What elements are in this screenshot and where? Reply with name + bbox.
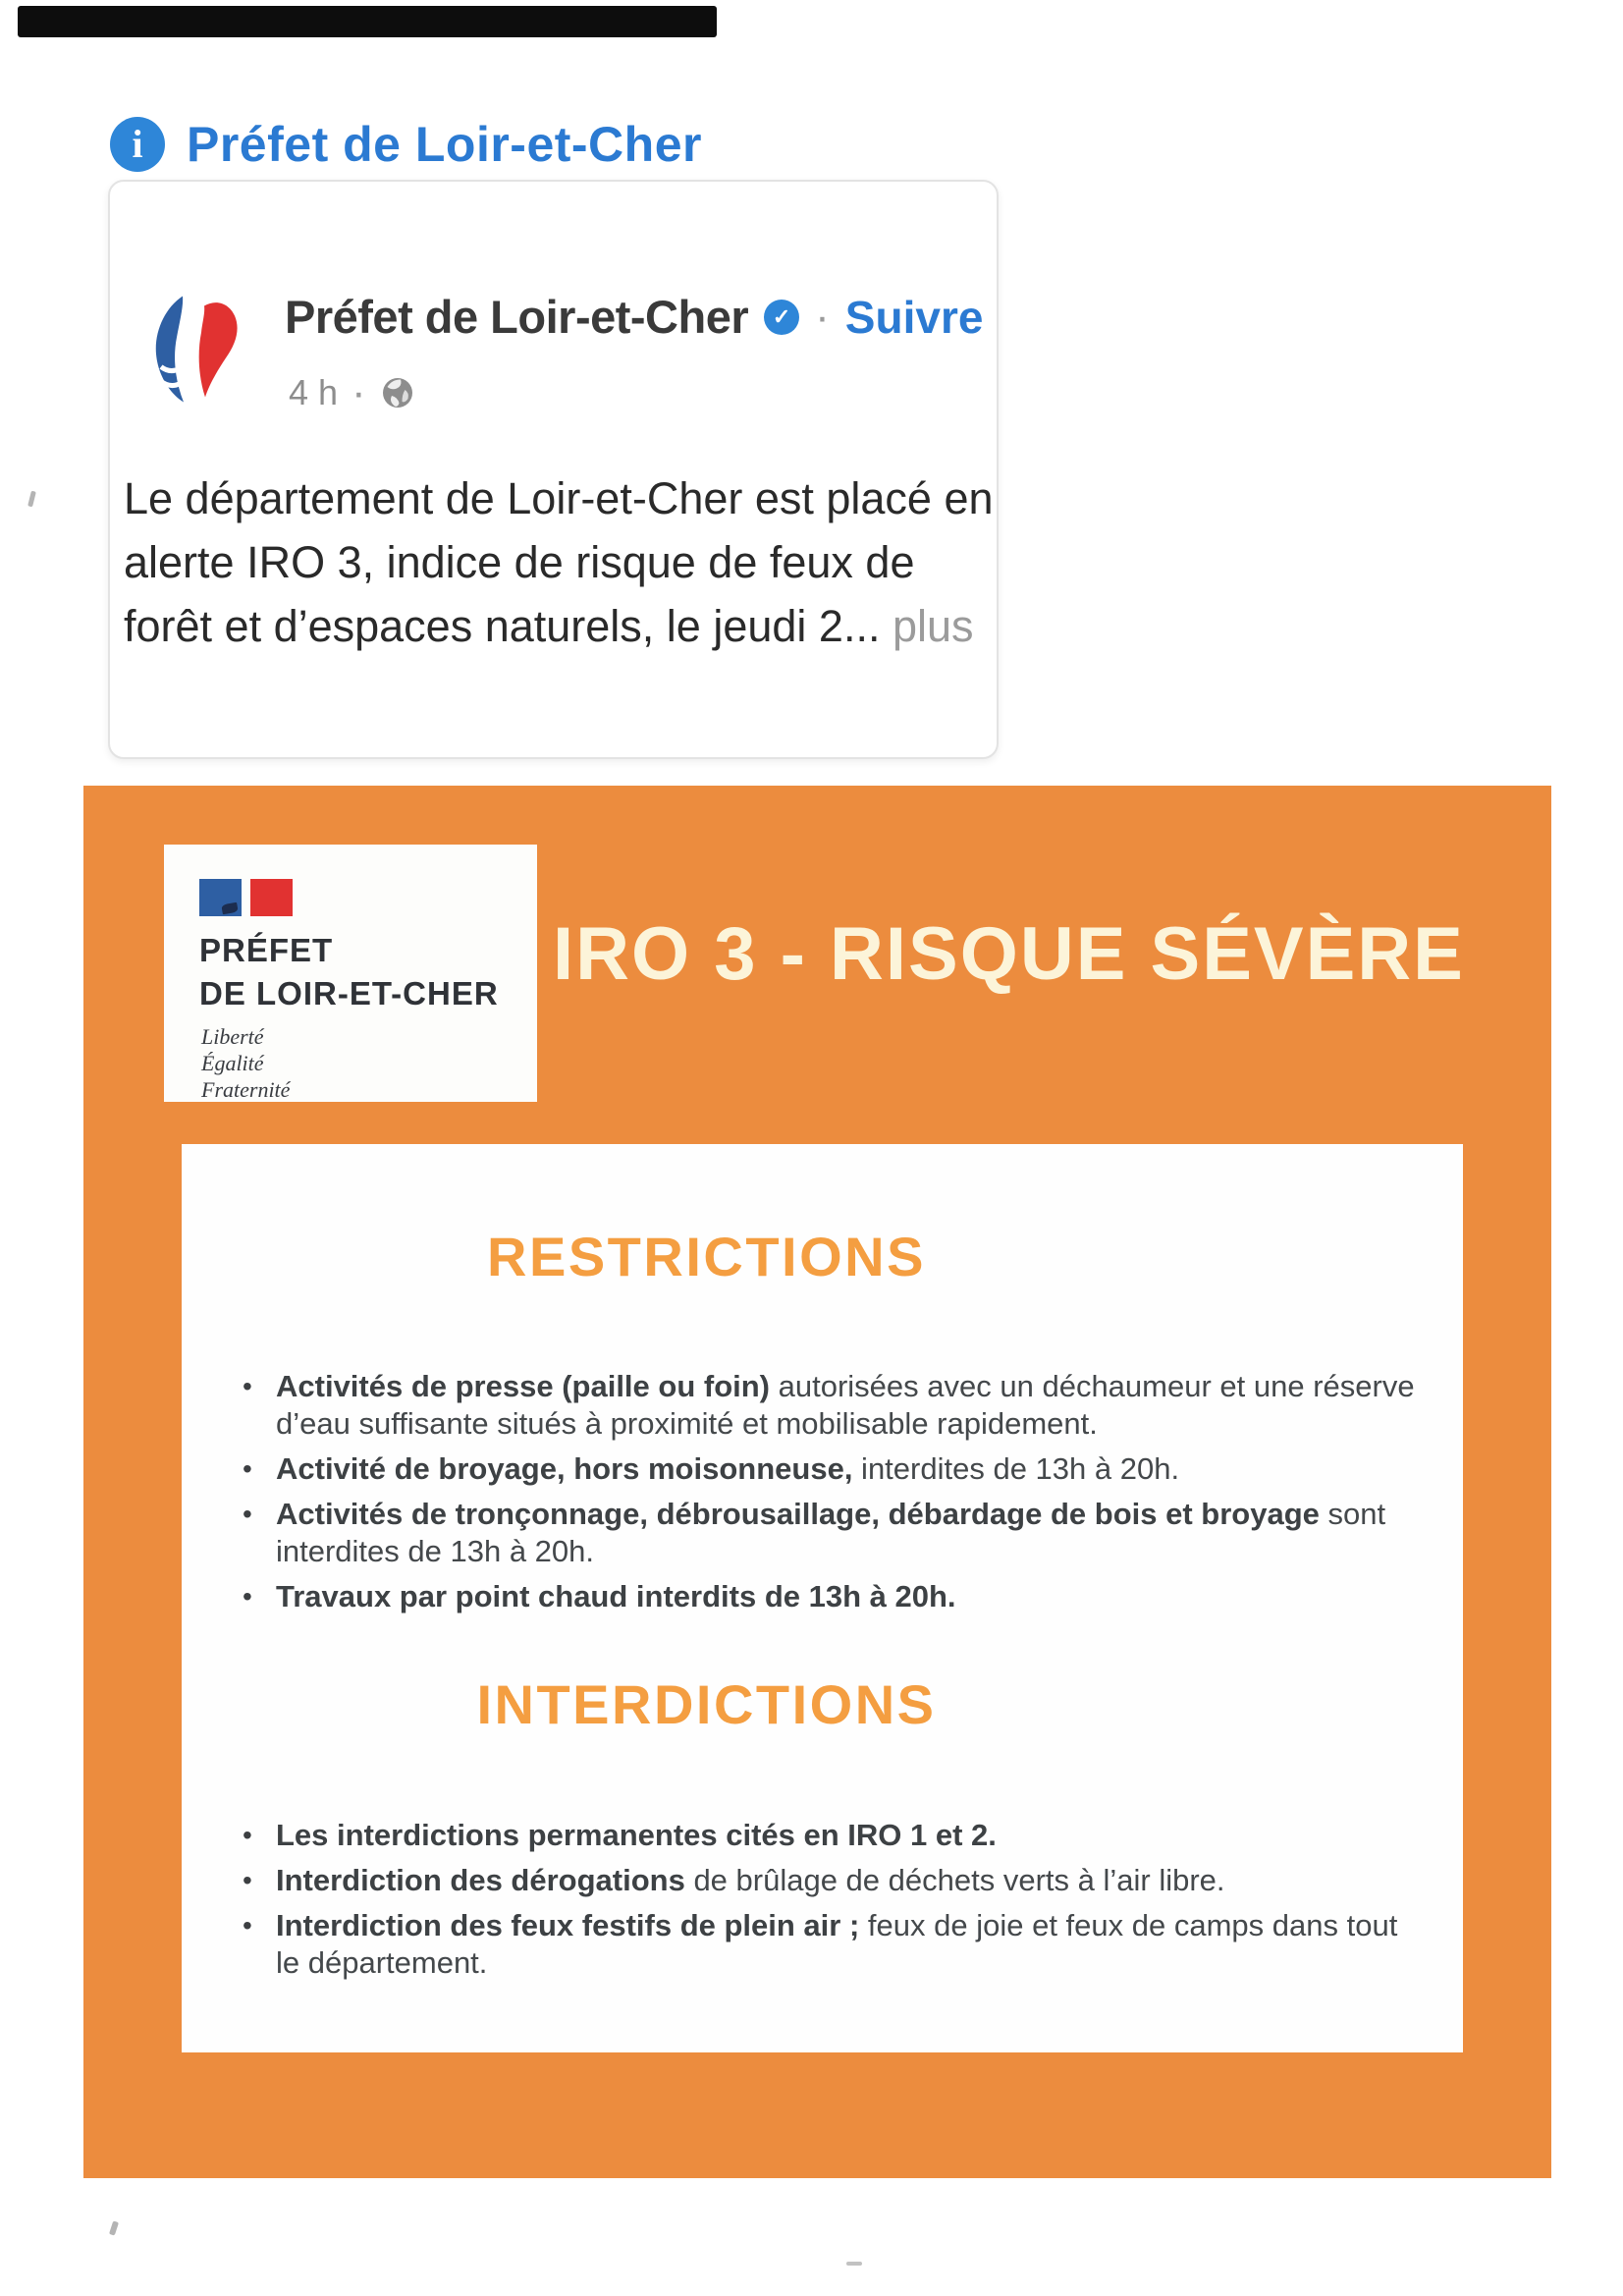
poster-content-box bbox=[182, 1144, 1463, 2052]
interdiction-text: de brûlage de déchets verts à l’air libre. bbox=[684, 1863, 1225, 1897]
post-body-line-text: forêt et d’espaces naturels, le jeudi 2... bbox=[124, 601, 881, 651]
post-body-line bbox=[124, 594, 988, 658]
post-card bbox=[108, 180, 999, 759]
prefet-logo-name bbox=[199, 929, 499, 1015]
marianne-mark-icon bbox=[221, 902, 238, 915]
interdiction-text: feux de joie et feux de camps dans tout le département. bbox=[276, 1908, 1398, 1980]
interdictions-heading: INTERDICTIONS bbox=[476, 1673, 937, 1735]
scan-artifact bbox=[846, 2262, 862, 2266]
motto-line: Liberté bbox=[201, 1024, 264, 1049]
scan-artifact-top-bar bbox=[18, 6, 717, 37]
prefet-logo-block bbox=[164, 845, 537, 1102]
separator-dot: · bbox=[352, 368, 366, 416]
interdictions-list bbox=[233, 1817, 1419, 1990]
restriction-item bbox=[233, 1578, 1419, 1615]
post-body-line: Le département de Loir-et-Cher est placé en bbox=[124, 473, 994, 523]
marianne-avatar-icon bbox=[147, 290, 245, 408]
post-timestamp: 4 h bbox=[289, 372, 339, 412]
alert-poster bbox=[83, 786, 1551, 2178]
post-author-row bbox=[285, 290, 983, 344]
interdiction-item bbox=[233, 1862, 1419, 1899]
restriction-item bbox=[233, 1450, 1419, 1488]
flag-blue-square bbox=[199, 879, 242, 916]
interdiction-bold: Les interdictions permanentes cités en IRO 1 et 2. bbox=[276, 1818, 997, 1852]
restriction-text: interdites de 13h à 20h. bbox=[852, 1451, 1180, 1486]
post-body-line: alerte IRO 3, indice de risque de feux de bbox=[124, 537, 915, 587]
republique-motto bbox=[201, 1023, 290, 1103]
interdiction-item bbox=[233, 1907, 1419, 1982]
post-body bbox=[124, 466, 994, 658]
restriction-item bbox=[233, 1368, 1419, 1443]
scan-artifact bbox=[27, 491, 36, 508]
french-flag-icon bbox=[199, 879, 293, 916]
post-author-name: Préfet de Loir-et-Cher bbox=[285, 291, 749, 343]
post-meta-row bbox=[289, 368, 415, 417]
globe-privacy-icon bbox=[380, 375, 415, 410]
restriction-bold: Activités de presse (paille ou foin) bbox=[276, 1369, 771, 1403]
interdiction-bold: Interdiction des dérogations bbox=[276, 1863, 685, 1897]
restriction-bold: Activité de broyage, hors moisonneuse, bbox=[276, 1451, 853, 1486]
page-header bbox=[110, 116, 702, 173]
motto-line: Égalité bbox=[201, 1051, 264, 1075]
restrictions-heading: RESTRICTIONS bbox=[487, 1226, 926, 1287]
restriction-text: autorisées avec un déchaumeur et une réserve d’eau suffisante situés à proximité et mobilisable rapidement. bbox=[276, 1369, 1415, 1441]
page-title: Préfet de Loir-et-Cher bbox=[187, 117, 702, 172]
prefet-logo-line1: PRÉFET bbox=[199, 932, 334, 968]
info-icon: i bbox=[110, 117, 165, 172]
restriction-bold: Travaux par point chaud interdits de 13h à 20h. bbox=[276, 1579, 956, 1613]
poster-title: IRO 3 - RISQUE SÉVÈRE bbox=[553, 912, 1465, 996]
restrictions-list bbox=[233, 1368, 1419, 1623]
follow-link[interactable]: Suivre bbox=[844, 291, 984, 343]
see-more-link[interactable]: plus bbox=[892, 601, 974, 651]
restriction-text: sont interdites de 13h à 20h. bbox=[276, 1497, 1386, 1568]
interdiction-item bbox=[233, 1817, 1419, 1854]
interdiction-bold: Interdiction des feux festifs de plein air ; bbox=[276, 1908, 860, 1942]
separator-dot: · bbox=[815, 292, 830, 341]
motto-line: Fraternité bbox=[201, 1077, 291, 1102]
flag-red-square bbox=[250, 879, 293, 916]
verified-badge-icon: ✓ bbox=[764, 300, 799, 335]
prefet-logo-line2: DE LOIR-ET-CHER bbox=[199, 975, 499, 1011]
restriction-bold: Activités de tronçonnage, débrousaillage, débardage de bois et broyage bbox=[276, 1497, 1320, 1531]
restriction-item bbox=[233, 1496, 1419, 1570]
scan-artifact bbox=[109, 2220, 119, 2235]
